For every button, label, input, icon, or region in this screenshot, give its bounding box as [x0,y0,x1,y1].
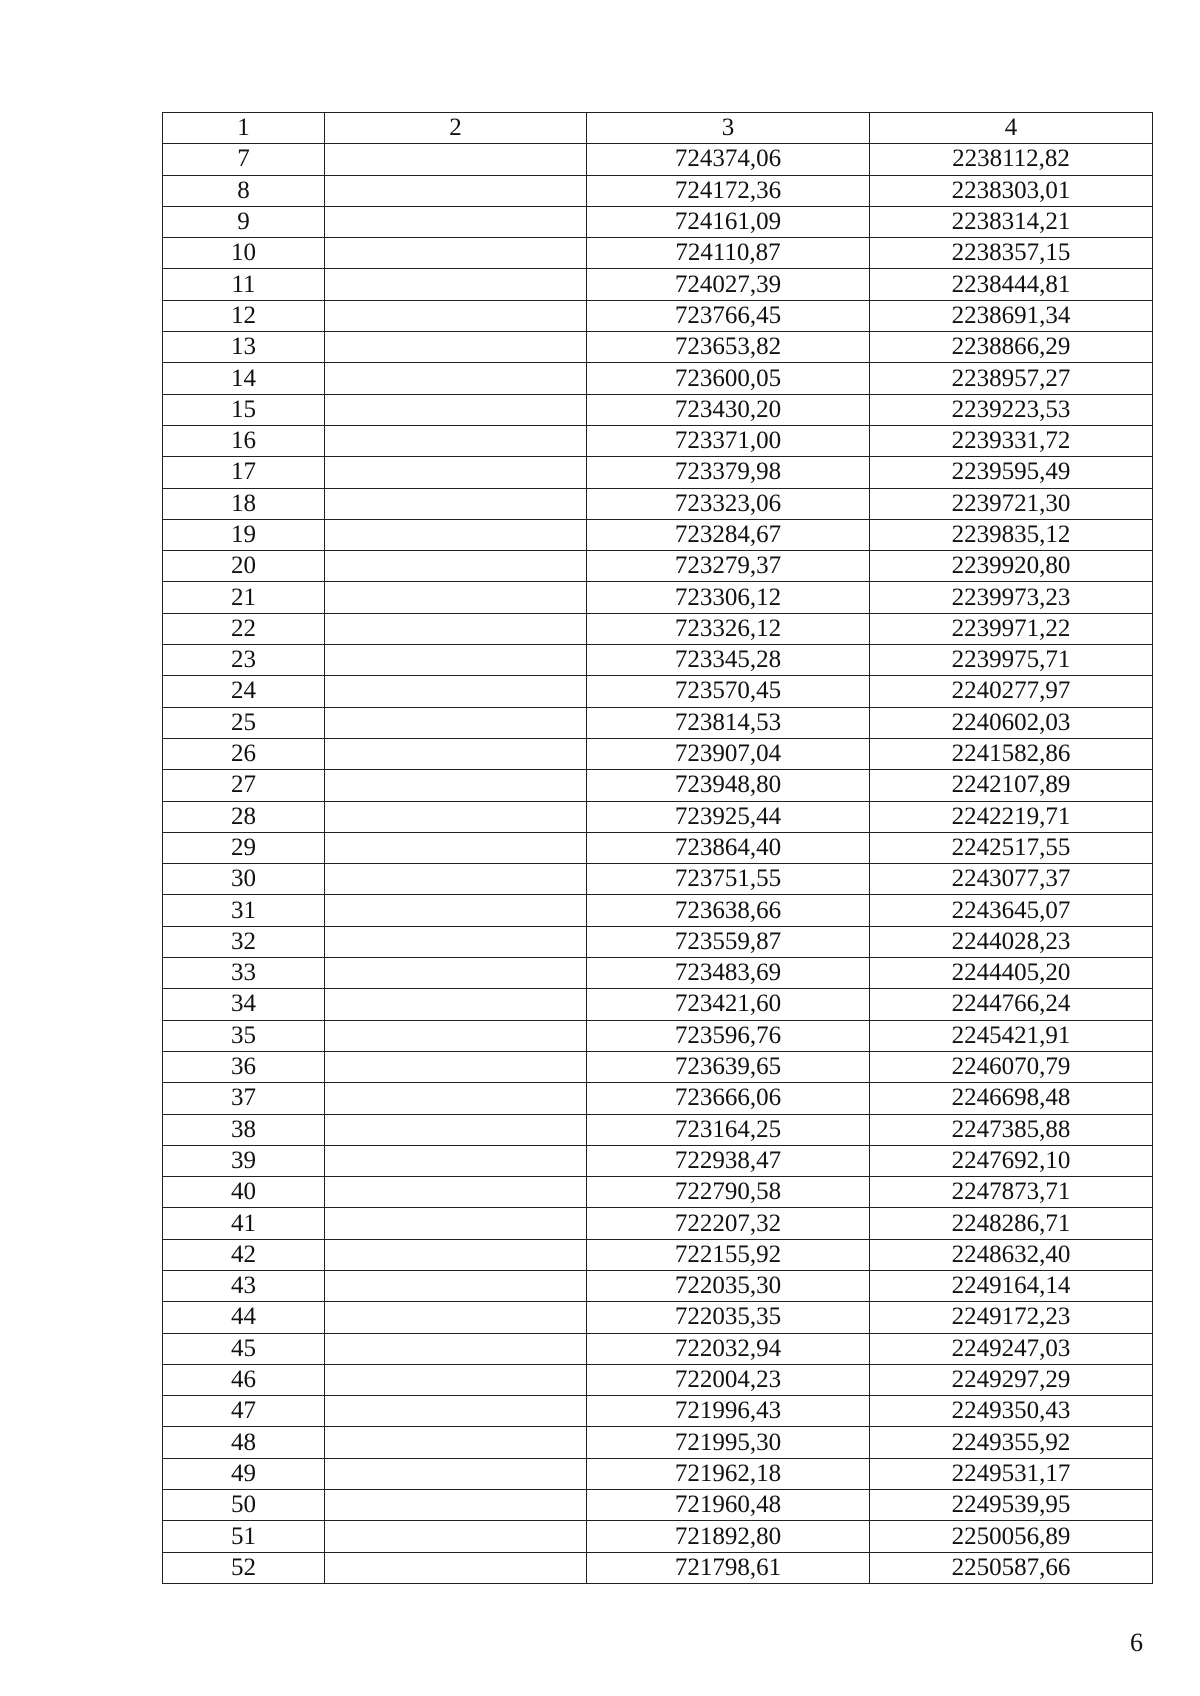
table-row [163,206,1153,237]
table-body [163,144,1153,1584]
y-coordinate-cell: 2239975,71 [870,645,1153,676]
header-cell-col1: 1 [163,113,325,144]
y-coordinate-cell: 2238357,15 [870,238,1153,269]
y-coordinate-cell: 2248286,71 [870,1208,1153,1239]
y-coordinate-cell: 2249297,29 [870,1364,1153,1395]
empty-cell [325,1114,587,1145]
x-coordinate-cell: 723559,87 [587,926,870,957]
y-coordinate-cell: 2242107,89 [870,770,1153,801]
y-coordinate-cell: 2245421,91 [870,1020,1153,1051]
empty-cell [325,519,587,550]
x-coordinate-cell: 723766,45 [587,300,870,331]
empty-cell [325,1552,587,1583]
x-coordinate-cell: 723925,44 [587,801,870,832]
point-number-cell: 12 [163,300,325,331]
table-row [163,1302,1153,1333]
empty-cell [325,1427,587,1458]
point-number-cell: 41 [163,1208,325,1239]
table-row [163,1145,1153,1176]
table-row [163,425,1153,456]
header-cell-col4: 4 [870,113,1153,144]
table-row [163,801,1153,832]
x-coordinate-cell: 723653,82 [587,332,870,363]
table-row [163,1239,1153,1270]
y-coordinate-cell: 2244405,20 [870,958,1153,989]
y-coordinate-cell: 2239973,23 [870,582,1153,613]
point-number-cell: 16 [163,425,325,456]
table-row [163,1521,1153,1552]
point-number-cell: 17 [163,457,325,488]
y-coordinate-cell: 2249355,92 [870,1427,1153,1458]
x-coordinate-cell: 724027,39 [587,269,870,300]
point-number-cell: 13 [163,332,325,363]
y-coordinate-cell: 2250056,89 [870,1521,1153,1552]
point-number-cell: 18 [163,488,325,519]
empty-cell [325,206,587,237]
table-row [163,1177,1153,1208]
point-number-cell: 32 [163,926,325,957]
y-coordinate-cell: 2239223,53 [870,394,1153,425]
point-number-cell: 19 [163,519,325,550]
point-number-cell: 11 [163,269,325,300]
table-row [163,1396,1153,1427]
empty-cell [325,895,587,926]
table-row [163,926,1153,957]
x-coordinate-cell: 723600,05 [587,363,870,394]
x-coordinate-cell: 723483,69 [587,958,870,989]
table-row [163,1490,1153,1521]
x-coordinate-cell: 723345,28 [587,645,870,676]
point-number-cell: 43 [163,1270,325,1301]
y-coordinate-cell: 2247692,10 [870,1145,1153,1176]
x-coordinate-cell: 723323,06 [587,488,870,519]
empty-cell [325,1333,587,1364]
point-number-cell: 51 [163,1521,325,1552]
y-coordinate-cell: 2249164,14 [870,1270,1153,1301]
y-coordinate-cell: 2242517,55 [870,832,1153,863]
x-coordinate-cell: 721962,18 [587,1458,870,1489]
y-coordinate-cell: 2239721,30 [870,488,1153,519]
empty-cell [325,175,587,206]
point-number-cell: 38 [163,1114,325,1145]
empty-cell [325,1177,587,1208]
table-row [163,707,1153,738]
table-row [163,1020,1153,1051]
page-number: 6 [1130,1628,1143,1657]
empty-cell [325,1083,587,1114]
empty-cell [325,300,587,331]
point-number-cell: 29 [163,832,325,863]
empty-cell [325,582,587,613]
table-row [163,175,1153,206]
x-coordinate-cell: 723371,00 [587,425,870,456]
x-coordinate-cell: 723751,55 [587,864,870,895]
y-coordinate-cell: 2247873,71 [870,1177,1153,1208]
table-row [163,332,1153,363]
point-number-cell: 48 [163,1427,325,1458]
y-coordinate-cell: 2238691,34 [870,300,1153,331]
table-row [163,144,1153,175]
x-coordinate-cell: 722004,23 [587,1364,870,1395]
point-number-cell: 9 [163,206,325,237]
x-coordinate-cell: 724161,09 [587,206,870,237]
empty-cell [325,613,587,644]
point-number-cell: 8 [163,175,325,206]
table-row [163,770,1153,801]
y-coordinate-cell: 2243077,37 [870,864,1153,895]
y-coordinate-cell: 2243645,07 [870,895,1153,926]
empty-cell [325,238,587,269]
x-coordinate-cell: 721798,61 [587,1552,870,1583]
point-number-cell: 27 [163,770,325,801]
x-coordinate-cell: 722035,35 [587,1302,870,1333]
x-coordinate-cell: 722035,30 [587,1270,870,1301]
x-coordinate-cell: 723430,20 [587,394,870,425]
x-coordinate-cell: 724172,36 [587,175,870,206]
empty-cell [325,832,587,863]
empty-cell [325,770,587,801]
empty-cell [325,1521,587,1552]
point-number-cell: 15 [163,394,325,425]
table-row [163,238,1153,269]
table-row [163,1208,1153,1239]
y-coordinate-cell: 2249247,03 [870,1333,1153,1364]
y-coordinate-cell: 2248632,40 [870,1239,1153,1270]
table-row [163,1364,1153,1395]
table-row [163,989,1153,1020]
y-coordinate-cell: 2249172,23 [870,1302,1153,1333]
table-row [163,394,1153,425]
point-number-cell: 20 [163,551,325,582]
table-row [163,488,1153,519]
point-number-cell: 40 [163,1177,325,1208]
point-number-cell: 44 [163,1302,325,1333]
y-coordinate-cell: 2239920,80 [870,551,1153,582]
x-coordinate-cell: 722032,94 [587,1333,870,1364]
empty-cell [325,958,587,989]
point-number-cell: 36 [163,1051,325,1082]
empty-cell [325,926,587,957]
point-number-cell: 42 [163,1239,325,1270]
y-coordinate-cell: 2239595,49 [870,457,1153,488]
x-coordinate-cell: 724110,87 [587,238,870,269]
table-row [163,1270,1153,1301]
y-coordinate-cell: 2238957,27 [870,363,1153,394]
table-row [163,457,1153,488]
y-coordinate-cell: 2238314,21 [870,206,1153,237]
point-number-cell: 39 [163,1145,325,1176]
x-coordinate-cell: 723421,60 [587,989,870,1020]
y-coordinate-cell: 2241582,86 [870,738,1153,769]
point-number-cell: 7 [163,144,325,175]
point-number-cell: 47 [163,1396,325,1427]
x-coordinate-cell: 723864,40 [587,832,870,863]
empty-cell [325,989,587,1020]
point-number-cell: 50 [163,1490,325,1521]
x-coordinate-cell: 722207,32 [587,1208,870,1239]
point-number-cell: 34 [163,989,325,1020]
empty-cell [325,1270,587,1301]
y-coordinate-cell: 2249531,17 [870,1458,1153,1489]
empty-cell [325,676,587,707]
empty-cell [325,707,587,738]
empty-cell [325,1458,587,1489]
y-coordinate-cell: 2238444,81 [870,269,1153,300]
empty-cell [325,488,587,519]
empty-cell [325,394,587,425]
x-coordinate-cell: 721995,30 [587,1427,870,1458]
empty-cell [325,1364,587,1395]
x-coordinate-cell: 723638,66 [587,895,870,926]
empty-cell [325,738,587,769]
empty-cell [325,864,587,895]
point-number-cell: 37 [163,1083,325,1114]
empty-cell [325,457,587,488]
point-number-cell: 52 [163,1552,325,1583]
point-number-cell: 23 [163,645,325,676]
empty-cell [325,645,587,676]
y-coordinate-cell: 2240602,03 [870,707,1153,738]
table-row [163,582,1153,613]
empty-cell [325,1051,587,1082]
y-coordinate-cell: 2250587,66 [870,1552,1153,1583]
empty-cell [325,551,587,582]
x-coordinate-cell: 723164,25 [587,1114,870,1145]
point-number-cell: 46 [163,1364,325,1395]
point-number-cell: 24 [163,676,325,707]
header-cell-col3: 3 [587,113,870,144]
table-row [163,1114,1153,1145]
point-number-cell: 21 [163,582,325,613]
table-row [163,1552,1153,1583]
table-row [163,645,1153,676]
x-coordinate-cell: 722155,92 [587,1239,870,1270]
header-cell-col2: 2 [325,113,587,144]
x-coordinate-cell: 721996,43 [587,1396,870,1427]
x-coordinate-cell: 722790,58 [587,1177,870,1208]
x-coordinate-cell: 723570,45 [587,676,870,707]
point-number-cell: 10 [163,238,325,269]
x-coordinate-cell: 723306,12 [587,582,870,613]
table-row [163,551,1153,582]
table-row [163,1083,1153,1114]
empty-cell [325,1490,587,1521]
y-coordinate-cell: 2239835,12 [870,519,1153,550]
x-coordinate-cell: 723948,80 [587,770,870,801]
table-row [163,1333,1153,1364]
empty-cell [325,1302,587,1333]
point-number-cell: 28 [163,801,325,832]
point-number-cell: 25 [163,707,325,738]
table-row [163,613,1153,644]
y-coordinate-cell: 2249350,43 [870,1396,1153,1427]
x-coordinate-cell: 721892,80 [587,1521,870,1552]
table-row [163,519,1153,550]
y-coordinate-cell: 2238866,29 [870,332,1153,363]
empty-cell [325,1396,587,1427]
empty-cell [325,425,587,456]
y-coordinate-cell: 2238112,82 [870,144,1153,175]
point-number-cell: 31 [163,895,325,926]
empty-cell [325,1208,587,1239]
empty-cell [325,1020,587,1051]
x-coordinate-cell: 723379,98 [587,457,870,488]
point-number-cell: 30 [163,864,325,895]
x-coordinate-cell: 723596,76 [587,1020,870,1051]
table-row [163,864,1153,895]
table-row [163,363,1153,394]
point-number-cell: 45 [163,1333,325,1364]
y-coordinate-cell: 2240277,97 [870,676,1153,707]
y-coordinate-cell: 2238303,01 [870,175,1153,206]
y-coordinate-cell: 2249539,95 [870,1490,1153,1521]
point-number-cell: 33 [163,958,325,989]
table-row [163,895,1153,926]
x-coordinate-cell: 723666,06 [587,1083,870,1114]
coordinates-table [162,112,1153,1584]
table-row [163,1427,1153,1458]
table-row [163,269,1153,300]
point-number-cell: 49 [163,1458,325,1489]
empty-cell [325,144,587,175]
y-coordinate-cell: 2246698,48 [870,1083,1153,1114]
y-coordinate-cell: 2242219,71 [870,801,1153,832]
x-coordinate-cell: 723279,37 [587,551,870,582]
x-coordinate-cell: 723639,65 [587,1051,870,1082]
x-coordinate-cell: 721960,48 [587,1490,870,1521]
x-coordinate-cell: 723907,04 [587,738,870,769]
x-coordinate-cell: 723814,53 [587,707,870,738]
table-row [163,1051,1153,1082]
table-row [163,832,1153,863]
x-coordinate-cell: 724374,06 [587,144,870,175]
point-number-cell: 35 [163,1020,325,1051]
table-row [163,958,1153,989]
y-coordinate-cell: 2244028,23 [870,926,1153,957]
x-coordinate-cell: 722938,47 [587,1145,870,1176]
y-coordinate-cell: 2247385,88 [870,1114,1153,1145]
y-coordinate-cell: 2239331,72 [870,425,1153,456]
table-row [163,738,1153,769]
empty-cell [325,363,587,394]
empty-cell [325,332,587,363]
table-row [163,300,1153,331]
table-header [163,113,1153,144]
empty-cell [325,269,587,300]
y-coordinate-cell: 2239971,22 [870,613,1153,644]
table-row [163,676,1153,707]
x-coordinate-cell: 723326,12 [587,613,870,644]
point-number-cell: 14 [163,363,325,394]
point-number-cell: 26 [163,738,325,769]
y-coordinate-cell: 2246070,79 [870,1051,1153,1082]
table-row [163,1458,1153,1489]
y-coordinate-cell: 2244766,24 [870,989,1153,1020]
point-number-cell: 22 [163,613,325,644]
x-coordinate-cell: 723284,67 [587,519,870,550]
empty-cell [325,801,587,832]
empty-cell [325,1145,587,1176]
empty-cell [325,1239,587,1270]
header-row [163,113,1153,144]
